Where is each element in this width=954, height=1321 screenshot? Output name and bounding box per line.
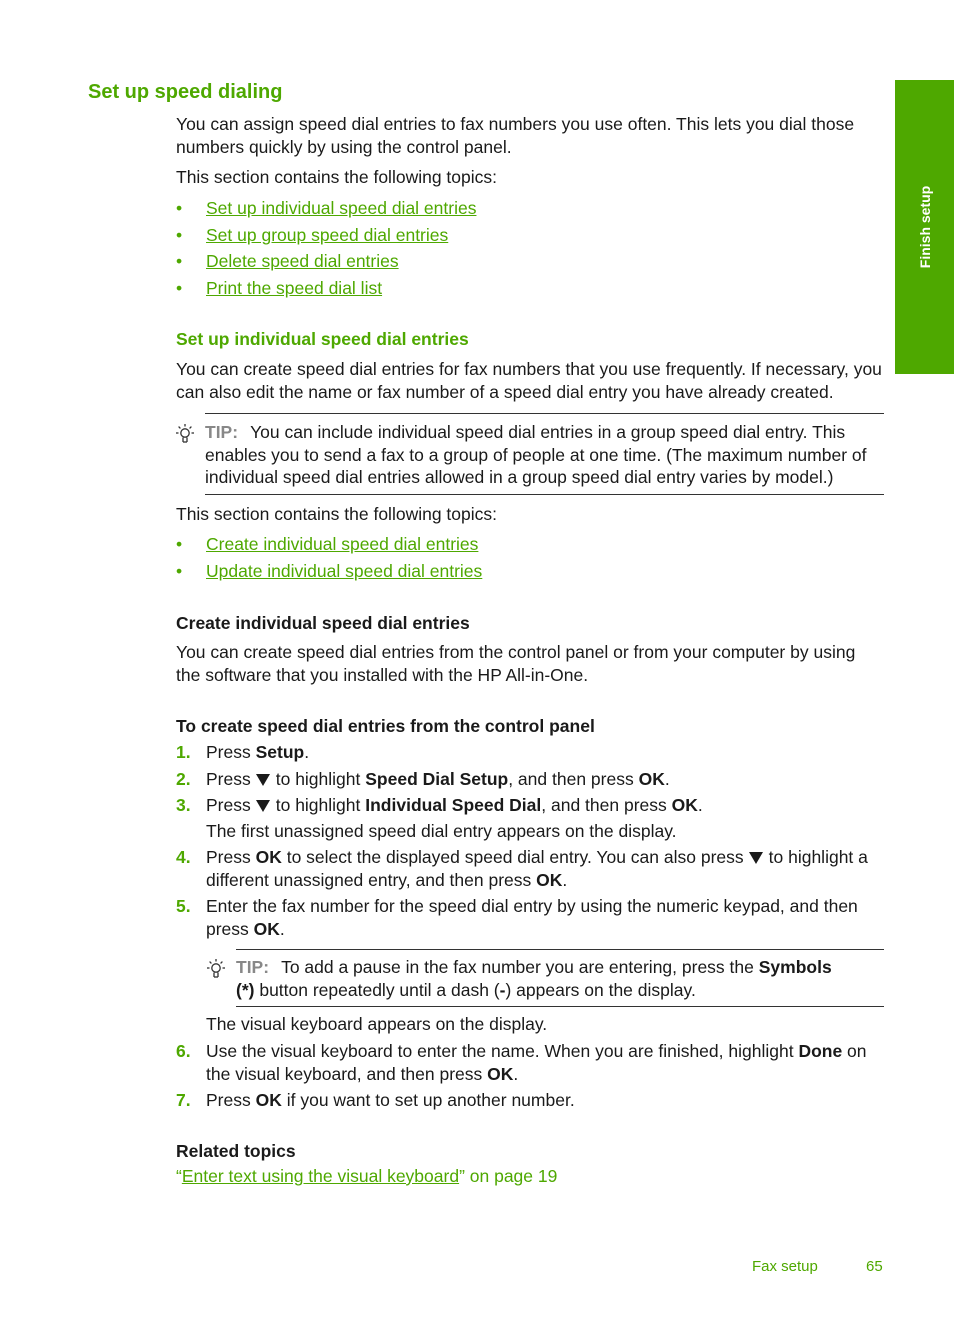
step-2: 2. Press to highlight Speed Dial Setup, and then press OK. <box>176 769 670 789</box>
side-tab <box>895 80 954 374</box>
link-individual-speed-dial[interactable]: Set up individual speed dial entries <box>206 198 477 218</box>
procedure-heading: To create speed dial entries from the control panel <box>176 716 595 736</box>
intro-paragraph: You can assign speed dial entries to fax numbers you use often. This lets you dial those numbers quickly by using the control panel. <box>176 114 855 157</box>
link-print-speed-dial[interactable]: Print the speed dial list <box>206 277 383 298</box>
step-3-note: The first unassigned speed dial entry appears on the display. <box>206 820 677 841</box>
list-item: • Set up group speed dial entries <box>176 224 449 245</box>
topics-list <box>176 197 476 303</box>
related-heading: Related topics <box>176 1141 296 1161</box>
page-number: 65 <box>866 1258 883 1275</box>
list-item: • Set up individual speed dial entries <box>176 198 477 218</box>
footer-section: Fax setup <box>752 1258 818 1275</box>
link-group-speed-dial[interactable]: Set up group speed dial entries <box>206 224 449 245</box>
step-5: 5. Enter the fax number for the speed dial entry by using the numeric keypad, and then press OK. <box>176 896 858 939</box>
step-3: 3. Press to highlight Individual Speed Dial, and then press OK. The first unassigned speed dial entry appears on the display. <box>176 794 884 842</box>
lightbulb-icon <box>206 958 226 980</box>
link-visual-keyboard[interactable]: Enter text using the visual keyboard <box>181 1166 460 1186</box>
topics2-label: This section contains the following topics: <box>176 504 497 524</box>
list-item: • Update individual speed dial entries <box>176 560 483 581</box>
down-arrow-icon <box>749 852 763 864</box>
step-4: 4. Press OK to select the displayed speed dial entry. You can also press to highlight a different unassigned entry, and then press OK. <box>176 847 868 890</box>
side-tab-label: Finish setup <box>916 185 933 269</box>
link-delete-speed-dial[interactable]: Delete speed dial entries <box>206 251 399 271</box>
list-item: • Delete speed dial entries <box>176 251 399 271</box>
tip-box <box>205 413 884 495</box>
sub-intro-paragraph: You can create speed dial entries for fax numbers that you use frequently. If necessary, you can also edit the name or fax number of a speed dial entry you have already created. <box>176 359 882 402</box>
list-item: • Print the speed dial list <box>176 277 383 298</box>
create-intro-paragraph: You can create speed dial entries from the control panel or from your computer by using the software that you installed with the HP All-in-One. <box>176 642 856 685</box>
create-heading: Create individual speed dial entries <box>176 613 470 633</box>
related-link-line: “Enter text using the visual keyboard” on page 19 <box>176 1166 558 1186</box>
step-7: 7. Press OK if you want to set up another number. <box>176 1090 575 1110</box>
topics2-list <box>176 533 482 586</box>
tip-label: TIP: <box>205 422 239 442</box>
link-create-individual[interactable]: Create individual speed dial entries <box>206 534 479 554</box>
lightbulb-icon <box>175 423 195 445</box>
page-heading: Set up speed dialing <box>88 81 283 103</box>
step-5-note: The visual keyboard appears on the display. <box>206 1014 548 1034</box>
down-arrow-icon <box>256 800 270 812</box>
link-update-individual[interactable]: Update individual speed dial entries <box>206 560 483 581</box>
tip-box-2: TIP: To add a pause in the fax number you are entering, press the Symbols (*) button repeatedly until a dash (-) appears on the display. <box>236 949 884 1007</box>
topics-label: This section contains the following topics: <box>176 167 497 187</box>
list-item: • Create individual speed dial entries <box>176 534 479 554</box>
down-arrow-icon <box>256 774 270 786</box>
step-6: 6. Use the visual keyboard to enter the name. When you are finished, highlight Done on the visual keyboard, and then press OK. <box>176 1041 867 1084</box>
tip-text: You can include individual speed dial entries in a group speed dial entry. This enables you to send a fax to a group of people at one time. (The maximum number of individual speed dial entries allowed in a group speed dial entry varies by model.) <box>205 422 867 487</box>
step-1: 1. Press Setup. <box>176 742 310 762</box>
sub-heading: Set up individual speed dial entries <box>176 329 469 349</box>
